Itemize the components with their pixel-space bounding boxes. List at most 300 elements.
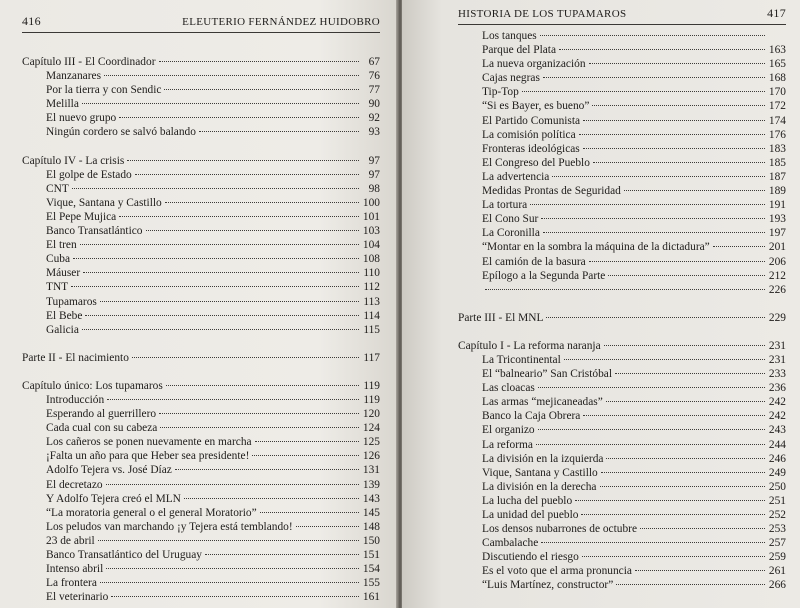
toc-entry-page: 108 <box>362 253 380 266</box>
toc-section-entry <box>22 69 380 83</box>
toc-entry-page: 165 <box>768 58 786 71</box>
toc-entry-page: 98 <box>368 182 380 195</box>
toc-entry-title: Cuba <box>46 253 71 266</box>
toc-entry-page: 212 <box>768 269 786 282</box>
toc-leader-dots <box>546 317 765 318</box>
toc-entry-page: 104 <box>362 239 380 252</box>
toc-entry-title: Banco Transatlántico <box>46 225 143 238</box>
toc-entry-title: Los tanques <box>482 30 537 42</box>
toc-section-entry <box>458 99 786 113</box>
toc-section-entry <box>458 578 786 592</box>
toc-leader-dots <box>541 218 765 219</box>
toc-entry-page: 252 <box>768 509 786 521</box>
toc-leader-dots <box>583 120 765 121</box>
left-page-number: 416 <box>22 14 41 28</box>
toc-leader-dots <box>538 387 765 388</box>
toc-section-entry <box>22 210 380 224</box>
toc-entry-page: 120 <box>362 408 380 421</box>
toc-leader-dots <box>164 89 359 90</box>
toc-entry-page: 93 <box>368 126 380 139</box>
toc-leader-dots <box>100 582 359 583</box>
toc-entry-page: 119 <box>363 379 380 392</box>
toc-entry-page: 115 <box>363 323 380 336</box>
toc-entry-page: 242 <box>768 396 786 409</box>
toc-leader-dots <box>604 345 765 346</box>
toc-leader-dots <box>592 105 765 106</box>
toc-leader-dots <box>606 458 765 459</box>
toc-entry-title: Discutiendo el riesgo <box>482 551 579 564</box>
toc-entry-title: “Montar en la sombra la máquina de la dictadura” <box>482 241 710 254</box>
toc-section-entry <box>458 438 786 452</box>
toc-entry-title: Tip-Top <box>482 86 519 99</box>
toc-entry-title: El Bebe <box>46 309 83 322</box>
toc-entry-title: La tortura <box>482 199 528 212</box>
toc-entry-title: El nuevo grupo <box>46 112 117 125</box>
toc-section-entry <box>458 395 786 409</box>
toc-chapter-entry <box>22 154 380 168</box>
toc-chapter-entry <box>22 55 380 69</box>
toc-entry-title: CNT <box>46 182 69 195</box>
toc-entry-page: 233 <box>768 368 786 381</box>
toc-section-entry <box>22 266 380 280</box>
toc-section-entry <box>458 564 786 578</box>
toc-section-entry <box>458 212 786 226</box>
toc-entry-page: 97 <box>368 168 380 181</box>
toc-section-entry <box>458 494 786 508</box>
toc-leader-dots <box>73 258 359 259</box>
toc-spacer <box>22 365 380 379</box>
toc-leader-dots <box>199 131 359 132</box>
toc-entry-page: 125 <box>362 436 380 449</box>
toc-chapter-entry <box>458 311 786 325</box>
toc-section-entry <box>458 269 786 283</box>
toc-section-entry <box>458 226 786 240</box>
toc-entry-page: 226 <box>768 283 786 296</box>
toc-section-entry <box>458 550 786 564</box>
toc-section-entry <box>458 480 786 494</box>
toc-leader-dots <box>132 357 359 358</box>
toc-entry-title: Vique, Santana y Castillo <box>46 196 162 209</box>
right-table-of-contents <box>458 29 786 593</box>
toc-entry-page: 189 <box>768 185 786 198</box>
toc-entry-title: Melilla <box>46 98 79 111</box>
toc-leader-dots <box>85 315 359 316</box>
toc-section-entry <box>22 196 380 210</box>
toc-entry-page: 124 <box>362 422 380 435</box>
toc-entry-title: Las armas “mejicaneadas” <box>482 396 603 409</box>
toc-leader-dots <box>593 162 765 163</box>
toc-leader-dots <box>159 413 359 414</box>
toc-section-entry <box>22 97 380 111</box>
toc-entry-page: 113 <box>363 295 380 308</box>
toc-section-entry <box>458 508 786 522</box>
toc-leader-dots <box>107 399 359 400</box>
toc-leader-dots <box>104 75 359 76</box>
toc-entry-page: 231 <box>768 353 786 366</box>
toc-section-entry <box>458 170 786 184</box>
toc-entry-title: Cada cual con su cabeza <box>46 422 158 435</box>
toc-entry-page: 150 <box>362 534 380 547</box>
toc-entry-page: 168 <box>768 72 786 85</box>
toc-section-entry <box>22 83 380 97</box>
toc-leader-dots <box>624 190 765 191</box>
toc-section-entry <box>458 466 786 480</box>
toc-entry-title: Los peludos van marchando ¡y Tejera está temblando! <box>46 520 293 533</box>
right-running-head-title: HISTORIA DE LOS TUPAMAROS <box>458 8 627 20</box>
toc-entry-title: La unidad del pueblo <box>482 509 579 521</box>
toc-section-entry <box>22 111 380 125</box>
toc-entry-title: Vique, Santana y Castillo <box>482 466 598 479</box>
toc-entry-page: 246 <box>768 452 786 465</box>
toc-section-entry <box>458 71 786 85</box>
toc-entry-page: 112 <box>363 281 380 294</box>
toc-leader-dots <box>635 570 765 571</box>
toc-section-entry <box>22 576 380 590</box>
toc-section-entry <box>22 309 380 323</box>
toc-entry-title: Introducción <box>46 393 105 406</box>
toc-entry-page: 163 <box>768 44 786 57</box>
toc-entry-title: El Cono Sur <box>482 213 539 226</box>
toc-entry-title: ¡Falta un año para que Heber sea presidente! <box>46 450 250 463</box>
toc-leader-dots <box>564 359 765 360</box>
toc-leader-dots <box>589 261 765 262</box>
toc-entry-title: Es el voto que el arma pronuncia <box>482 565 632 578</box>
toc-section-entry <box>458 128 786 142</box>
toc-entry-title: “Si es Bayer, es bueno” <box>482 100 590 113</box>
toc-leader-dots <box>615 373 765 374</box>
toc-leader-dots <box>600 486 766 487</box>
toc-entry-page: 193 <box>768 213 786 226</box>
toc-entry-title: Capítulo III - El Coordinador <box>22 56 156 68</box>
toc-entry-title: El organizo <box>482 424 535 437</box>
toc-entry-page: 187 <box>768 170 786 183</box>
toc-leader-dots <box>106 568 359 569</box>
toc-leader-dots <box>71 286 359 287</box>
toc-spacer <box>22 140 380 154</box>
toc-section-entry <box>22 492 380 506</box>
toc-entry-page: 242 <box>768 410 786 423</box>
toc-entry-page: 201 <box>768 241 786 254</box>
toc-entry-title: TNT <box>46 281 69 294</box>
toc-section-entry <box>458 423 786 437</box>
toc-section-entry <box>22 506 380 520</box>
toc-leader-dots <box>160 427 359 428</box>
toc-leader-dots <box>72 188 359 189</box>
toc-leader-dots <box>540 35 765 36</box>
toc-chapter-entry <box>458 339 786 353</box>
toc-leader-dots <box>640 528 765 529</box>
toc-section-entry <box>458 255 786 269</box>
toc-section-entry <box>22 520 380 534</box>
toc-section-entry <box>458 522 786 536</box>
toc-leader-dots <box>582 556 765 557</box>
toc-leader-dots <box>252 455 359 456</box>
toc-section-entry <box>458 184 786 198</box>
toc-entry-page: 185 <box>768 156 786 169</box>
toc-entry-page: 119 <box>363 393 380 406</box>
toc-entry-page: 101 <box>362 210 380 223</box>
toc-section-entry <box>22 421 380 435</box>
toc-entry-title: Por la tierra y con Sendic <box>46 84 162 97</box>
toc-entry-page: 117 <box>363 351 380 364</box>
toc-chapter-entry <box>22 351 380 365</box>
toc-entry-title: Banco Transatlántico del Uruguay <box>46 549 202 561</box>
toc-leader-dots <box>106 484 359 485</box>
toc-leader-dots <box>589 63 765 64</box>
toc-entry-title: Adolfo Tejera vs. José Díaz <box>46 464 172 477</box>
toc-leader-dots <box>552 176 765 177</box>
toc-entry-page: 261 <box>768 565 786 578</box>
toc-section-entry <box>22 449 380 463</box>
toc-entry-title: El Congreso del Pueblo <box>482 156 590 169</box>
toc-entry-page: 170 <box>768 86 786 99</box>
toc-entry-title: La lucha del pueblo <box>482 494 573 507</box>
toc-section-entry <box>22 182 380 196</box>
toc-entry-title: El golpe de Estado <box>46 168 132 181</box>
toc-entry-title: La división en la izquierda <box>482 452 604 465</box>
toc-entry-page: 197 <box>768 227 786 240</box>
toc-section-entry <box>22 252 380 266</box>
toc-leader-dots <box>606 401 765 402</box>
toc-leader-dots <box>608 275 765 276</box>
toc-entry-title: Galicia <box>46 323 79 336</box>
toc-entry-page: 114 <box>363 309 380 322</box>
toc-entry-page: 155 <box>362 577 380 590</box>
toc-leader-dots <box>713 246 765 247</box>
toc-section-entry <box>458 409 786 423</box>
toc-entry-page: 266 <box>768 579 786 592</box>
toc-entry-page: 151 <box>362 549 380 561</box>
toc-entry-title: Parte III - El MNL <box>458 311 544 324</box>
toc-entry-page: 250 <box>768 480 786 493</box>
toc-section-entry <box>22 168 380 182</box>
toc-entry-title: Intenso abril <box>46 563 104 576</box>
toc-entry-title: Máuser <box>46 267 81 280</box>
toc-section-entry <box>22 393 380 407</box>
toc-leader-dots <box>260 512 359 513</box>
toc-entry-page: 100 <box>362 196 380 209</box>
toc-leader-dots <box>98 540 359 541</box>
toc-entry-title: El “balneario” San Cristóbal <box>482 368 613 381</box>
toc-section-entry <box>22 238 380 252</box>
toc-entry-title: “La moratoria general o el general Moratorio” <box>46 506 257 519</box>
toc-entry-title: La Coronilla <box>482 227 540 240</box>
toc-leader-dots <box>579 134 765 135</box>
toc-entry-title: Parque del Plata <box>482 44 557 57</box>
toc-leader-dots <box>296 526 359 527</box>
toc-spacer <box>22 337 380 351</box>
toc-section-entry <box>458 85 786 99</box>
toc-section-entry <box>22 224 380 238</box>
toc-entry-title: Banco la Caja Obrera <box>482 410 581 423</box>
toc-entry-title: Y Adolfo Tejera creó el MLN <box>46 492 181 505</box>
toc-entry-title: 23 de abril <box>46 534 95 547</box>
toc-entry-page: 76 <box>368 70 380 83</box>
left-table-of-contents <box>22 55 380 604</box>
toc-chapter-entry <box>22 379 380 393</box>
toc-entry-page: 206 <box>768 255 786 268</box>
toc-leader-dots <box>559 49 765 50</box>
toc-leader-dots <box>205 554 359 555</box>
toc-entry-title: Ningún cordero se salvó balando <box>46 126 196 139</box>
toc-leader-dots <box>522 91 765 92</box>
toc-entry-title: Capítulo I - La reforma naranja <box>458 339 601 352</box>
toc-entry-title: La nueva organización <box>482 58 586 71</box>
toc-section-entry <box>458 353 786 367</box>
toc-entry-page: 92 <box>368 112 380 125</box>
toc-section-entry <box>458 114 786 128</box>
toc-entry-page: 145 <box>362 506 380 519</box>
toc-leader-dots <box>146 230 360 231</box>
toc-entry-page: 253 <box>768 523 786 536</box>
toc-entry-page: 97 <box>368 154 380 167</box>
toc-entry-page: 251 <box>768 494 786 507</box>
toc-entry-title: La Tricontinental <box>482 353 561 366</box>
toc-section-entry <box>458 536 786 550</box>
toc-section-entry <box>458 452 786 466</box>
toc-entry-title: La comisión política <box>482 128 576 141</box>
toc-leader-dots <box>616 584 765 585</box>
toc-section-entry <box>22 478 380 492</box>
toc-section-entry <box>22 125 380 139</box>
toc-entry-title: Parte II - El nacimiento <box>22 351 129 364</box>
toc-leader-dots <box>541 542 765 543</box>
toc-section-entry <box>22 534 380 548</box>
toc-entry-title: Cajas negras <box>482 72 540 85</box>
toc-leader-dots <box>575 500 765 501</box>
toc-entry-title: La reforma <box>482 438 533 451</box>
toc-entry-title: El Pepe Mujica <box>46 210 117 223</box>
toc-entry-page: 67 <box>368 56 380 68</box>
toc-section-entry <box>22 548 380 562</box>
toc-section-entry <box>458 381 786 395</box>
toc-entry-title: Manzanares <box>46 70 102 83</box>
toc-entry-title: El tren <box>46 239 77 252</box>
toc-leader-dots <box>159 61 360 62</box>
left-running-head <box>22 14 380 33</box>
toc-section-entry <box>22 280 380 294</box>
toc-section-entry <box>22 407 380 421</box>
left-page <box>0 0 398 608</box>
right-running-head <box>458 6 786 25</box>
toc-entry-title: El camión de la basura <box>482 255 586 268</box>
toc-entry-page: 131 <box>362 464 380 477</box>
toc-entry-page: 174 <box>768 114 786 127</box>
toc-leader-dots <box>581 514 765 515</box>
toc-leader-dots <box>536 444 765 445</box>
toc-entry-title: La división en la derecha <box>482 480 597 493</box>
toc-section-entry <box>458 43 786 57</box>
toc-section-entry <box>458 198 786 212</box>
toc-leader-dots <box>538 429 765 430</box>
toc-entry-page: 77 <box>368 84 380 97</box>
toc-entry-page: 154 <box>362 563 380 576</box>
toc-leader-dots <box>583 415 765 416</box>
toc-entry-page: 244 <box>768 438 786 451</box>
toc-entry-page: 110 <box>363 267 380 280</box>
toc-entry-title: Medidas Prontas de Seguridad <box>482 185 621 198</box>
toc-entry-title: La frontera <box>46 577 97 590</box>
toc-leader-dots <box>166 385 359 386</box>
toc-leader-dots <box>485 289 765 290</box>
toc-entry-page: 236 <box>768 382 786 395</box>
toc-section-entry <box>458 156 786 170</box>
toc-section-entry <box>22 295 380 309</box>
toc-entry-page: 103 <box>362 225 380 238</box>
toc-leader-dots <box>80 244 359 245</box>
toc-entry-page: 126 <box>362 450 380 463</box>
toc-leader-dots <box>175 469 359 470</box>
toc-section-entry <box>458 29 786 43</box>
toc-leader-dots <box>83 272 359 273</box>
toc-entry-title: Las cloacas <box>482 382 535 395</box>
toc-leader-dots <box>127 160 359 161</box>
toc-entry-page: 259 <box>768 551 786 564</box>
toc-entry-title: Los densos nubarrones de octubre <box>482 523 637 536</box>
left-running-head-title: ELEUTERIO FERNÁNDEZ HUIDOBRO <box>182 16 380 28</box>
toc-entry-page: 257 <box>768 537 786 550</box>
toc-leader-dots <box>100 301 359 302</box>
toc-leader-dots <box>255 441 359 442</box>
toc-entry-page: 148 <box>362 520 380 533</box>
right-page-number: 417 <box>767 6 786 20</box>
toc-entry-page: 231 <box>768 339 786 352</box>
toc-entry-page: 183 <box>768 142 786 155</box>
toc-leader-dots <box>135 174 359 175</box>
toc-section-entry <box>458 240 786 254</box>
toc-leader-dots <box>583 148 765 149</box>
toc-entry-page: 249 <box>768 466 786 479</box>
toc-entry-title: Cambalache <box>482 537 539 550</box>
toc-leader-dots <box>82 329 359 330</box>
toc-entry-title: El veterinario <box>46 591 109 604</box>
toc-entry-page: 243 <box>768 424 786 437</box>
toc-entry-title: Epílogo a la Segunda Parte <box>482 269 606 282</box>
toc-section-entry <box>22 562 380 576</box>
toc-section-entry <box>458 142 786 156</box>
toc-spacer <box>458 325 786 339</box>
toc-section-entry <box>22 323 380 337</box>
toc-entry-page: 229 <box>768 311 786 324</box>
toc-entry-title: Tupamaros <box>46 295 97 308</box>
toc-entry-page: 161 <box>362 591 380 604</box>
toc-leader-dots <box>530 204 765 205</box>
toc-entry-page: 172 <box>768 100 786 113</box>
toc-entry-page: 139 <box>362 478 380 491</box>
toc-section-entry <box>22 435 380 449</box>
toc-entry-page: 191 <box>768 199 786 212</box>
toc-leader-dots <box>119 216 359 217</box>
toc-leader-dots <box>601 472 765 473</box>
toc-entry-title: Los cañeros se ponen nuevamente en marcha <box>46 436 252 449</box>
toc-section-entry <box>458 283 786 297</box>
toc-leader-dots <box>82 103 359 104</box>
toc-leader-dots <box>165 202 359 203</box>
toc-section-entry <box>458 57 786 71</box>
toc-entry-title: Capítulo único: Los tupamaros <box>22 379 163 392</box>
toc-entry-title: Fronteras ideológicas <box>482 142 580 155</box>
toc-section-entry <box>22 463 380 477</box>
toc-section-entry <box>22 590 380 604</box>
toc-leader-dots <box>543 232 765 233</box>
toc-entry-page: 90 <box>368 98 380 111</box>
toc-spacer <box>458 297 786 311</box>
toc-entry-page: 176 <box>768 128 786 141</box>
toc-entry-title: El decretazo <box>46 478 103 491</box>
toc-leader-dots <box>543 77 765 78</box>
right-page <box>402 0 800 608</box>
toc-leader-dots <box>119 117 359 118</box>
